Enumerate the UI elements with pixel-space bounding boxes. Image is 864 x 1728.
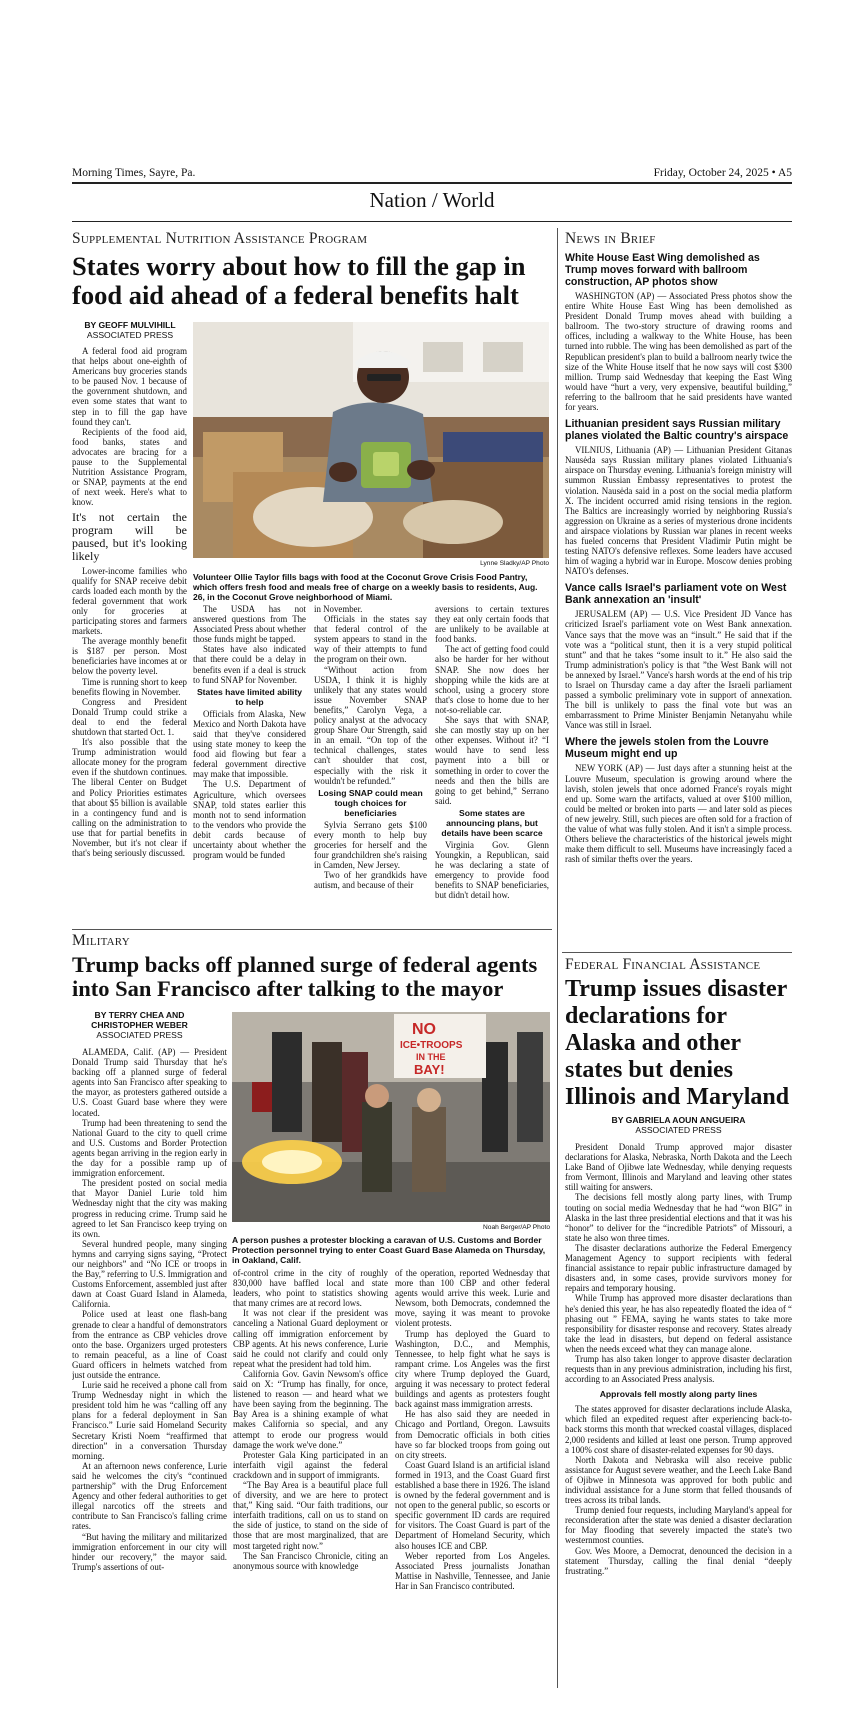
story-divider-right: [562, 952, 792, 953]
story1-photo: [193, 322, 549, 558]
paragraph: “Without action from USDA, I think it is highly unlikely that any states would issue November SNAP benefits,” Carolyn Vega, a policy analyst at the advocacy group Share Our Strength, said in an email. “On top of the technical challenges, states can't shoulder that cost, especially with the risk it wouldn't be refunded.”: [314, 664, 427, 786]
story1-column-2: [193, 604, 306, 924]
story2-agency: ASSOCIATED PRESS: [96, 1030, 183, 1040]
briefs-list: [565, 252, 792, 936]
paragraph: Lurie said he received a phone call from Trump Wednesday night in which the president told him he was “calling off any plans for a federal deployment in San Francisco.” Lurie said Homeland Security Secretary Kristi Noem “reaffirmed that direction” in a conversation Thursday morning.: [72, 1380, 227, 1461]
brief-title: Vance calls Israel's parliament vote on West Bank annexation an 'insult': [565, 582, 787, 607]
paragraph: North Dakota and Nebraska will also receive public assistance for August severe weather, and the Leech Lake Band of Ojibwe in Minnesota was approved for both public and individual assistance for a June storm that felled thousands of trees across its tribal lands.: [565, 1454, 792, 1506]
story1-subhead-1: It's not certain the program will be paused, but it's looking likely: [72, 509, 187, 563]
story2-kicker: Military: [72, 932, 130, 949]
story3-body: [565, 1142, 792, 1652]
story2-headline: Trump backs off planned surge of federal agents into San Francisco after talking to the mayor: [72, 952, 538, 1002]
paragraph: The president posted on social media that Mayor Daniel Lurie told him Wednesday night that the city was making progress in reducing crime. Trump said he agreed to let San Francisco keep trying on its own.: [72, 1178, 227, 1239]
paragraph: A federal food aid program that helps about one-eighth of Americans buy groceries stands to be paused Nov. 1 because of the government shutdown, and even some states that want to step in to fill the gap have found they can't.: [72, 346, 187, 427]
story-divider-left: [72, 929, 552, 930]
story1-kicker: Supplemental Nutrition Assistance Program: [72, 230, 368, 247]
story1-subhead-3: Losing SNAP could mean tough choices for beneficiaries: [318, 787, 423, 818]
paragraph: Trump has deployed the Guard to Washington, D.C., and Memphis, Tennessee, to help fight what he says is rampant crime. Los Angeles was the first city where Trump deployed the Guard, arguing it was necessary to protect federal buildings and agents as protesters fought back against mass immigration arrests.: [395, 1328, 550, 1410]
paragraph: The decisions fell mostly along party lines, with Trump touting on social media Wednesday that he had “won BIG” in Alaska in the last three presidential elections and that it was his “honor” to deliver for the “incredible Patriots” of Missouri, a state he also won three times.: [565, 1192, 792, 1243]
protest-sign-text: BAY!: [414, 1062, 445, 1077]
story2-column-1: [72, 1047, 227, 1650]
paragraph: The San Francisco Chronicle, citing an anonymous source with knowledge: [233, 1550, 388, 1571]
paragraph: Time is running short to keep benefits flowing in November.: [72, 676, 187, 697]
paragraph: of-control crime in the city of roughly 830,000 have baffled local and state leaders, who point to statistics showing that many crimes are at record lows.: [233, 1268, 388, 1309]
story1-photo-credit: Lynne Sladky/AP Photo: [480, 560, 549, 567]
protest-sign-text: IN THE: [416, 1052, 446, 1062]
brief-item: [565, 582, 792, 730]
paragraph: He has also said they are needed in Chicago and Portland, Oregon. Lawsuits from Democratic officials in both cities have so far blocked troops from going out on city streets.: [395, 1409, 550, 1460]
paragraph: of the operation, reported Wednesday that more than 100 CBP and other federal agents would arrive this week. Lurie and Newsom, both Democrats, condemned the move, saying it was meant to provoke violent protests.: [395, 1268, 550, 1329]
story3-kicker: Federal Financial Assistance: [565, 956, 761, 973]
story3-byline: BY GABRIELA AOUN ANGUEIRA: [611, 1115, 746, 1125]
story1-headline: States worry about how to fill the gap in food aid ahead of a federal benefits halt: [72, 251, 526, 310]
story1-subhead-2: States have limited ability to help: [196, 686, 303, 707]
section-title: Nation / World: [369, 188, 495, 212]
paragraph: Sylvia Serrano gets $100 every month to help buy groceries for herself and the four grandchildren she's raising in Camden, New Jersey.: [314, 819, 427, 871]
story1-column-3: [314, 604, 427, 924]
brief-title: Where the jewels stolen from the Louvre Museum might end up: [565, 736, 769, 761]
story2-column-2: [233, 1268, 388, 1650]
paragraph: The states approved for disaster declarations include Alaska, which filed an expedited request after experiencing back-to-back storms this month that wrecked coastal villages, displaced 2,000 residents and killed at least one person. Trump approved a 100% cost share of disaster-related expenses for 90 days.: [565, 1404, 792, 1455]
briefs-heading: News in Brief: [565, 230, 656, 247]
paragraph: “But having the military and militarized immigration enforcement in our city will hinder our recovery,” the mayor said. Trump's assertions of out-: [72, 1531, 227, 1572]
brief-item: [565, 736, 792, 864]
section-rule: [72, 221, 792, 222]
paragraph: aversions to certain textures they eat only certain foods that are unlikely to be available at food banks.: [435, 604, 549, 645]
brief-body: WASHINGTON (AP) — Associated Press photos show the entire White House East Wing has been demolished as President Donald Trump moves ahead with building a ballroom. The two-story structure of drawing rooms and offices, including a walkway to the White House, has been turned into rubble. The wing has been demolished as part of the Republican president's plan to build a ballroom nearly twice the size of the White House itself that he now says will cost $300 million. Trump said Wednesday that keeping the East Wing would have “hurt a very, very expensive, beautiful building,” referring to the ballroom that he said presidents have wanted for years.: [565, 291, 792, 413]
brief-body: VILNIUS, Lithuania (AP) — Lithuanian President Gitanas Nausėda says Russian military planes violated Lithuania's airspace on Thursday evening. Lithuania's foreign ministry will summon Russian Embassy representatives to protest the violation. Nausėda said in a post on the social media platform X. The incident occurred amid rising tensions in the region. The Baltics are increasingly worried by neighboring Russia's aggression on Ukraine as a series of mysterious drone incidents and airspace violations by Russian war planes in recent weeks has fueled concerns that President Vladimir Putin might be testing NATO's defensive reflexes. Some leaders have accused him of waging a hybrid war in Europe. Moscow denies probing NATO's defenses.: [565, 445, 792, 577]
brief-title: White House East Wing demolished as Trump moves forward with ballroom construction, AP photos show: [565, 252, 760, 288]
header-rule: [72, 182, 792, 184]
story2-byline-block: [72, 1010, 207, 1040]
story2-column-3: [395, 1268, 550, 1650]
story2-caption: A person pushes a protester blocking a caravan of U.S. Customs and Border Protection personnel trying to enter Coast Guard Base Alameda on Thursday, in Oakland, Calif.: [232, 1235, 546, 1265]
protest-sign-text: ICE•TROOPS: [400, 1040, 463, 1051]
brief-title: Lithuanian president says Russian military planes violated the Baltic country's airspace: [565, 418, 789, 443]
column-divider: [557, 228, 558, 1688]
date-page: Friday, October 24, 2025 • A5: [653, 167, 792, 179]
paragraph: Coast Guard Island is an artificial island formed in 1913, and the Coast Guard first established a base there in 1926. The island is owned by the federal government and is not open to the general public, so escorts or specific government ID cards are required for visitors. The Coast Guard is part of the Department of Homeland Security, which also houses ICE and CBP.: [395, 1459, 550, 1551]
paper-name: Morning Times, Sayre, Pa.: [72, 167, 196, 179]
paragraph: The U.S. Department of Agriculture, which oversees SNAP, told states earlier this month not to send information to the vendors who provide the debit cards because of uncertainty about whether the program would be funded: [193, 779, 306, 861]
paragraph: California Gov. Gavin Newsom's office said on X: “Trump has finally, for once, listened to reason — and heard what we have been saying from the beginning. The Bay Area is a shining example of what makes California so special, and any attempt to erode our progress would damage the work we've done.”: [233, 1368, 388, 1450]
paragraph: Lower-income families who qualify for SNAP receive debit cards loaded each month by the federal government that work only for groceries at participating stores and farmers markets.: [72, 565, 187, 637]
paragraph: It's also possible that the Trump administration would allocate money for the program even if the shutdown continues. The liberal Center on Budget and Policy Priorities estimates that about $5 billion is available in a contingency fund and is calling on the administration to use that for partial benefits in November, but it's not clear if that's being seriously discussed.: [72, 737, 187, 859]
paragraph: The disaster declarations authorize the Federal Emergency Management Agency to support recipients with federal financial assistance to repair public infrastructure damaged by disasters and, in some cases, provide survivors money for repairs and temporary housing.: [565, 1242, 792, 1294]
brief-body: NEW YORK (AP) — Just days after a stunning heist at the Louvre Museum, speculation is growing around where the lavish, stolen jewels that once adorned France's royals might end up. Some warn the artifacts, valued at over $100 million, could be melted or broken into parts — and later sold as pieces of new jewelry. Still, such pieces are often sold for a fraction of the value of what was fully stolen. And it isn't a simple process. Others believe the characteristics of the historical jewels might make them difficult to sell. Museums have increasingly faced a rash of similar thefts over the years.: [565, 763, 792, 865]
paragraph: Protester Gala King participated in an interfaith vigil against the federal crackdown and in support of immigrants.: [233, 1449, 388, 1480]
story1-column-4: [435, 604, 549, 924]
story3-byline-block: [565, 1115, 792, 1135]
paragraph: It was not clear if the president was canceling a National Guard deployment or calling off immigration enforcement by CBP agents. At his news conference, Lurie said he could not clarify and could only repeat what the president had told him.: [233, 1308, 388, 1369]
paragraph: Recipients of the food aid, food banks, states and advocates are bracing for a pause to the Supplemental Nutrition Assistance Program, or SNAP, payments at the end of next week. Here's what to know.: [72, 426, 187, 508]
paragraph: President Donald Trump approved major disaster declarations for Alaska, Nebraska, North Dakota and the Leech Lake Band of Ojibwe late Wednesday, while denying requests from Vermont, Illinois and Maryland and leaving other states still waiting for answers.: [565, 1142, 792, 1193]
paragraph: Trump had been threatening to send the National Guard to the city to quell crime and U.S. Customs and Border Protection agents began arriving in the region early in the day for a possible ramp up of immigration enforcement.: [72, 1117, 227, 1179]
paragraph: Police used at least one flash-bang grenade to clear a handful of demonstrators from the entrance as CBP vehicles drove onto the base. Organizers urged protesters to remain peaceful, as a line of Coast Guard officers in helmets watched from just outside the entrance.: [72, 1309, 227, 1380]
story3-subhead: Approvals fell mostly along party lines: [599, 1389, 758, 1400]
paragraph: Congress and President Donald Trump could strike a deal to end the federal shutdown that started Oct. 1.: [72, 696, 187, 737]
story1-caption: Volunteer Ollie Taylor fills bags with food at the Coconut Grove Crisis Food Pantry, which offers fresh food and meals free of charge on a weekly basis to residents, Aug. 26, in the Coconut Grove neighborhood of Miami.: [193, 572, 538, 602]
paragraph: She says that with SNAP, she can mostly stay up on her other expenses. Without it? “I would have to send less payment into a bill or something in order to cover the needs and then the bills are going to get behind,” Serrano said.: [435, 715, 549, 806]
story2-photo-credit: Noah Berger/AP Photo: [483, 1224, 550, 1231]
paragraph: ALAMEDA, Calif. (AP) — President Donald Trump said Thursday that he's backing off a planned surge of federal agents into San Francisco after speaking to the mayor, as protesters gathered outside a U.S. Coast Guard base where they were located.: [72, 1047, 227, 1118]
paragraph: Two of her grandkids have autism, and because of their: [314, 870, 427, 891]
paragraph: Virginia Gov. Glenn Youngkin, a Republican, said he was declaring a state of emergency to provide food benefits to SNAP beneficiaries, but didn't detail how.: [435, 839, 549, 901]
story1-subhead-4: Some states are announcing plans, but details have been scarce: [441, 807, 543, 838]
paragraph: The average monthly benefit is $187 per person. Most beneficiaries have incomes at or below the poverty level.: [72, 636, 187, 677]
story2-photo: [232, 1012, 550, 1222]
paragraph: The act of getting food could also be harder for her without SNAP. She now does her shopping while the kids are at school, using a grocery store that's close to home due to her not-so-reliable car.: [435, 644, 549, 715]
protest-sign-text: NO: [412, 1021, 436, 1038]
story2-photo-illustration: [232, 1012, 550, 1222]
paragraph: Officials from Alaska, New Mexico and North Dakota have said that they've considered using state money to keep the food aid flowing but fear a federal government directive may make that impossible.: [193, 708, 306, 780]
story1-byline: BY GEOFF MULVIHILL: [84, 320, 176, 330]
paragraph: At an afternoon news conference, Lurie said he welcomes the city's “continued partnership” with the Drug Enforcement Agency and other federal authorities to get illegal narcotics off the streets and contribute to San Francisco's falling crime rates.: [72, 1460, 227, 1532]
story1-agency: ASSOCIATED PRESS: [86, 330, 174, 340]
paragraph: The USDA has not answered questions from The Associated Press about whether those funds might be tapped.: [193, 604, 306, 645]
story2-byline-1: BY TERRY CHEA AND: [94, 1010, 185, 1020]
paragraph: States have also indicated that there could be a delay in benefits even if a deal is struck to fund SNAP for November.: [193, 644, 306, 685]
paragraph: “The Bay Area is a beautiful place full of diversity, and we are here to protect that,” King said. “Our faith traditions, our interfaith traditions, call on us to stand on the side of justice, to stand on the side of those that are most marginalized, that are most targeted right now.”: [233, 1479, 388, 1551]
paragraph: While Trump has approved more disaster declarations than he's denied this year, he has also repeatedly floated the idea of “ phasing out ” FEMA, saying he wants states to take more responsibility for disaster response and recovery. States already take the lead in disasters, but depend on federal assistance when the needs exceed what they can manage alone.: [565, 1293, 792, 1354]
story3-headline: Trump issues disaster declarations for Alaska and other states but denies Illinois and Maryland: [565, 976, 790, 1110]
paragraph: Weber reported from Los Angeles. Associated Press journalists Jonathan Mattise in Nashville, Tennessee, and Janie Har in San Francisco contributed.: [395, 1550, 550, 1591]
story1-byline-block: [72, 320, 188, 340]
story1-photo-illustration: [193, 322, 549, 558]
brief-body: JERUSALEM (AP) — U.S. Vice President JD Vance has criticized Israel's parliament vote on West Bank annexation. Vance says that the move was an “insult.” He said that if the vote was a “political stunt, then it is a very stupid political stunt” and that he takes “some insult to it.” He also said the Trump administration's policy is that ”the West Bank will not be annexed by Israel.” Vance's harsh words at the end of his trip to Israel on Thursday came a day after the Israeli parliament passed a symbolic preliminary vote in support of annexation. The bill is unlikely to pass the final vote but was an embarrassment to Prime Minister Benjamin Netanyahu while Vance was still in Israel.: [565, 609, 792, 731]
story1-column-1: [72, 346, 187, 924]
brief-item: [565, 252, 792, 412]
paragraph: in November.: [314, 604, 363, 614]
brief-item: [565, 418, 792, 576]
story3-agency: ASSOCIATED PRESS: [635, 1125, 722, 1135]
story2-byline-2: CHRISTOPHER WEBER: [91, 1020, 188, 1030]
paragraph: Several hundred people, many singing hymns and carrying signs saying, “Protect our neighbors” and “No ICE or troops in the Bay,” referring to U.S. Immigration and Customs Enforcement, assembled just after dawn at Coast Guard Island in Alameda, California.: [72, 1238, 227, 1310]
paragraph: Gov. Wes Moore, a Democrat, denounced the decision in a statement Thursday, calling the final denial “deeply frustrating.”: [565, 1545, 792, 1576]
paragraph: Officials in the states say that federal control of the system appears to stand in the way of their attempts to fund the program on their own.: [314, 614, 427, 665]
paragraph: Trump has also taken longer to approve disaster declaration requests than in any previous administration, including his first, according to an Associated Press analysis.: [565, 1353, 792, 1385]
paragraph: Trump denied four requests, including Maryland's appeal for reconsideration after the state was denied a disaster declaration for May flooding that severely impacted the state's two westernmost counties.: [565, 1505, 792, 1546]
